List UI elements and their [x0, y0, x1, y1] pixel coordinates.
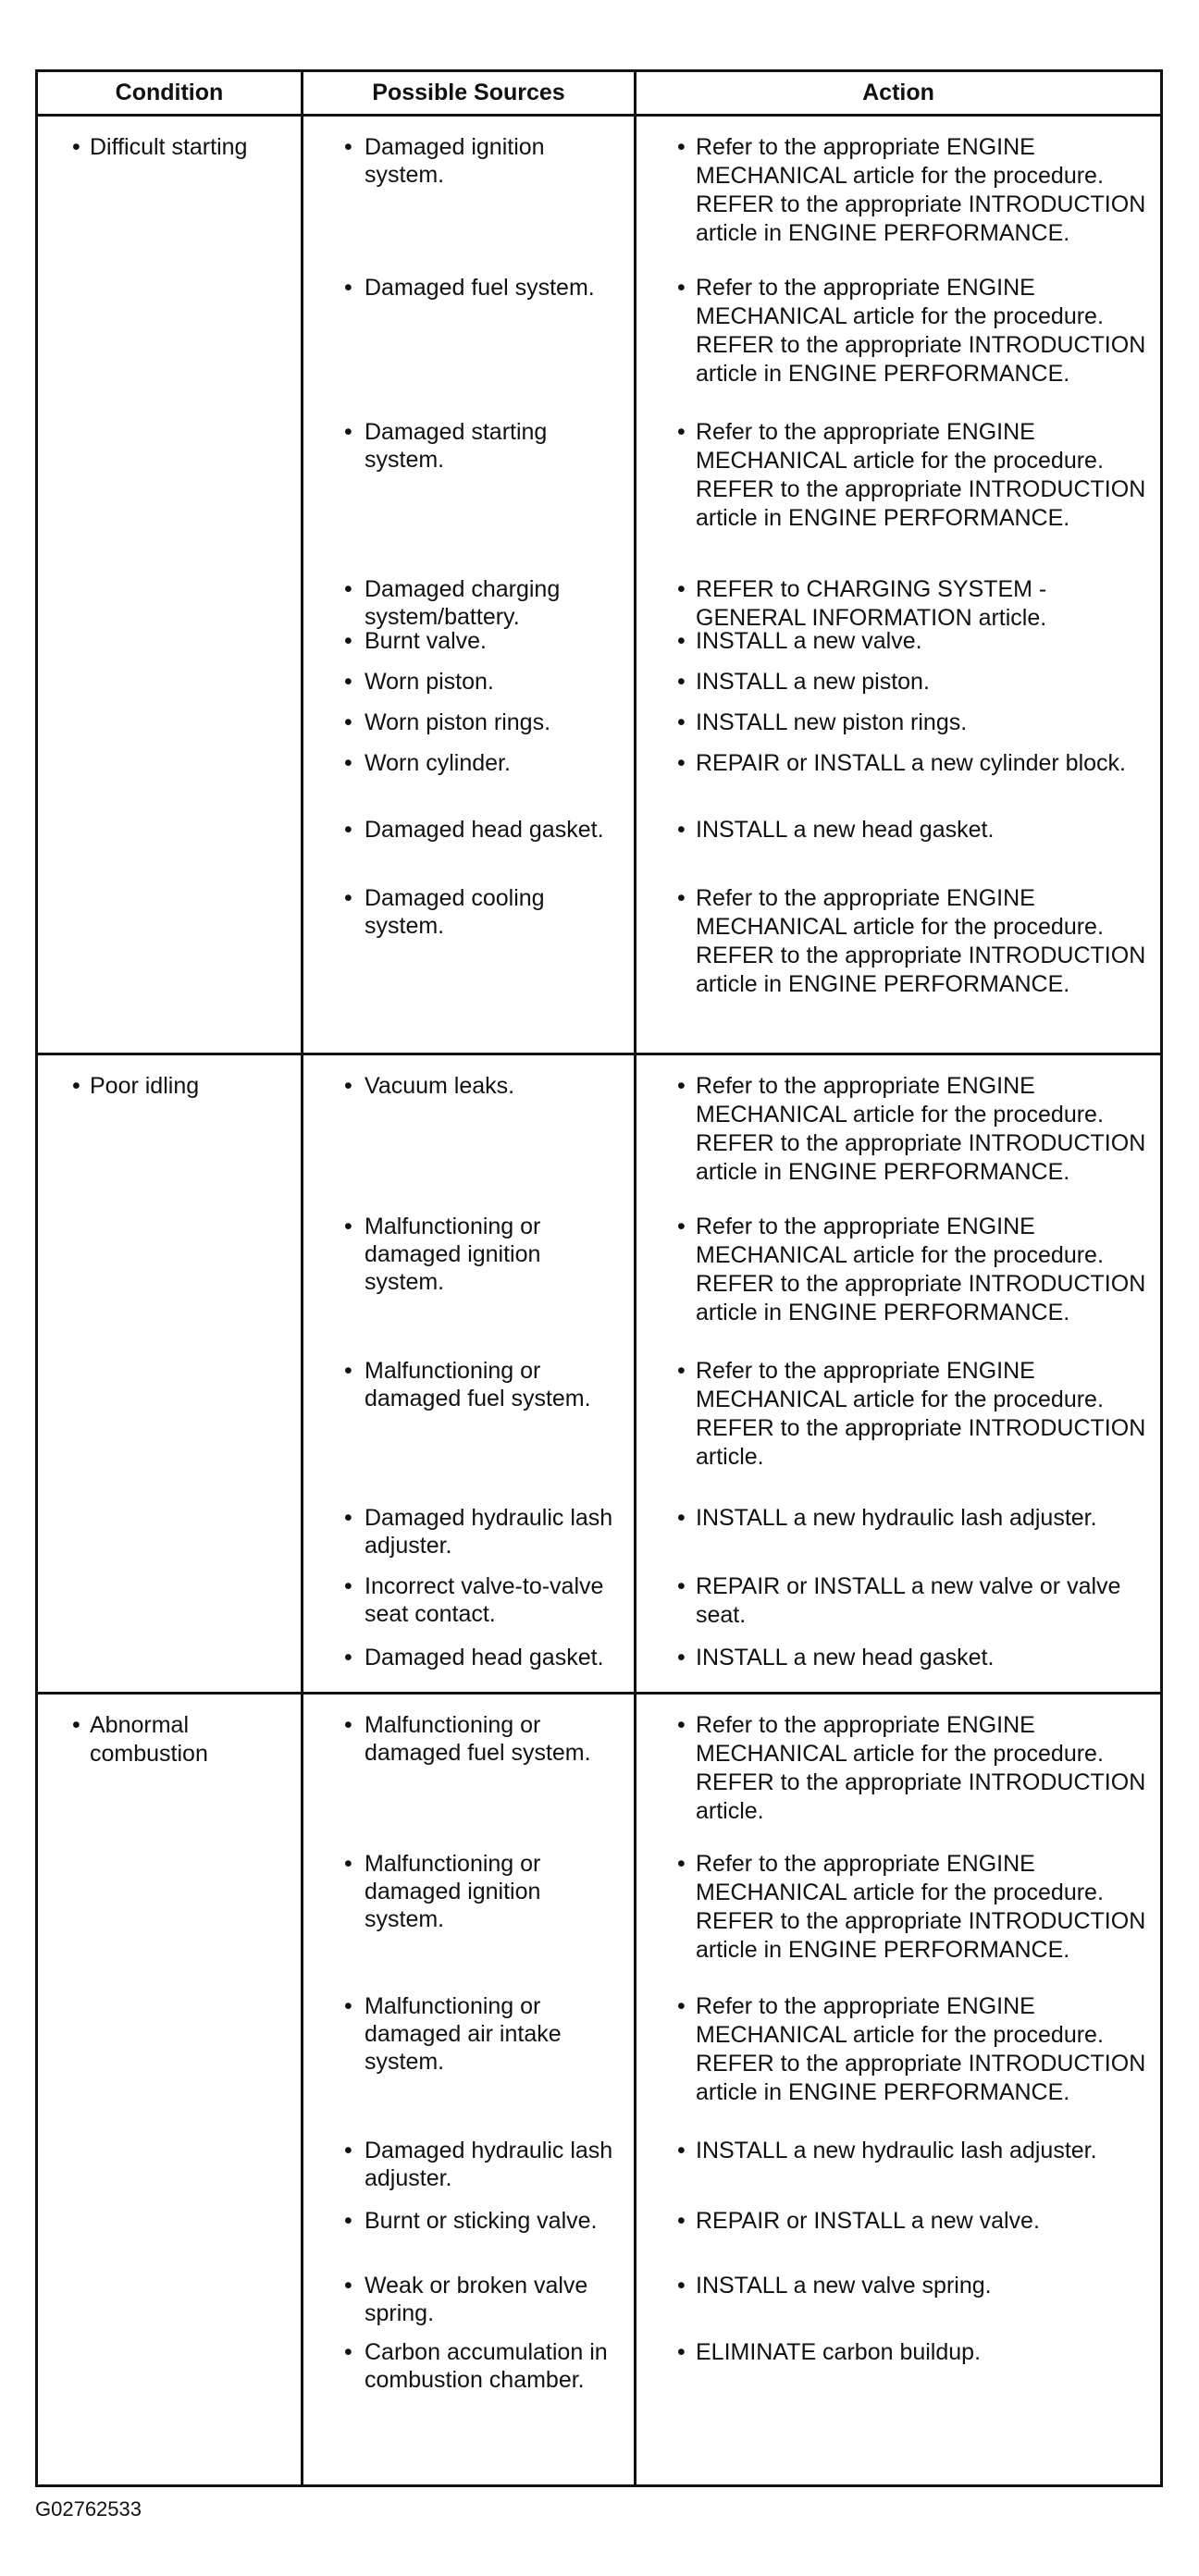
action-item: • Refer to the appropriate ENGINE MECHANICAL article for the procedure. REFER to the appropriate INTRODUCTION article in ENGINE PERFORMANCE.: [637, 1072, 1160, 1187]
possible-source-item: • Incorrect valve-to-valve seat contact.: [322, 1572, 617, 1628]
action-item: • INSTALL new piston rings.: [637, 709, 1160, 737]
possible-sources-cell: [303, 116, 636, 1054]
condition-text: • Abnormal combustion: [38, 1695, 301, 1769]
header-action: Action: [636, 71, 1162, 116]
action-item: • INSTALL a new head gasket.: [637, 816, 1160, 844]
action-item: • Refer to the appropriate ENGINE MECHANICAL article for the procedure. REFER to the appropriate INTRODUCTION article in ENGINE PERFORMANCE.: [637, 274, 1160, 388]
possible-source-item: • Damaged head gasket.: [322, 816, 617, 844]
possible-source-item: • Damaged ignition system.: [322, 133, 617, 189]
possible-source-item: • Weak or broken valve spring.: [322, 2272, 617, 2327]
possible-source-item: • Carbon accumulation in combustion chamber.: [322, 2338, 617, 2394]
possible-source-item: • Burnt or sticking valve.: [322, 2207, 617, 2235]
possible-source-item: • Worn piston rings.: [322, 709, 617, 736]
diagnosis-table: [35, 69, 1163, 2487]
action-cell: [636, 116, 1162, 1054]
possible-source-item: • Damaged hydraulic lash adjuster.: [322, 2137, 617, 2192]
action-item: • Refer to the appropriate ENGINE MECHANICAL article for the procedure. REFER to the appropriate INTRODUCTION article in ENGINE PERFORMANCE.: [637, 1850, 1160, 1965]
action-item: • Refer to the appropriate ENGINE MECHANICAL article for the procedure. REFER to the appropriate INTRODUCTION article.: [637, 1711, 1160, 1826]
condition-group: [37, 1693, 1162, 2485]
possible-sources-cell: [303, 1693, 636, 2485]
condition-group: [37, 1054, 1162, 1693]
action-item: • INSTALL a new head gasket.: [637, 1644, 1160, 1672]
possible-source-item: • Damaged fuel system.: [322, 274, 617, 302]
action-item: • Refer to the appropriate ENGINE MECHANICAL article for the procedure. REFER to the appropriate INTRODUCTION article in ENGINE PERFORMANCE.: [637, 1992, 1160, 2107]
possible-source-item: • Damaged charging system/battery.: [322, 575, 617, 631]
header-possible-sources: Possible Sources: [303, 71, 636, 116]
possible-source-item: • Damaged head gasket.: [322, 1644, 617, 1671]
action-item: • REFER to CHARGING SYSTEM - GENERAL INFORMATION article.: [637, 575, 1160, 633]
action-item: • Refer to the appropriate ENGINE MECHANICAL article for the procedure. REFER to the appropriate INTRODUCTION article.: [637, 1357, 1160, 1472]
possible-source-item: • Burnt valve.: [322, 627, 617, 655]
action-cell: [636, 1693, 1162, 2485]
action-item: • REPAIR or INSTALL a new cylinder block.: [637, 749, 1160, 778]
possible-source-item: • Malfunctioning or damaged ignition system.: [322, 1850, 617, 1933]
header-condition: Condition: [37, 71, 303, 116]
condition-cell: [37, 1693, 303, 2485]
header-row: [37, 71, 1162, 116]
possible-source-item: • Malfunctioning or damaged fuel system.: [322, 1357, 617, 1412]
action-item: • REPAIR or INSTALL a new valve or valve seat.: [637, 1572, 1160, 1630]
action-item: • ELIMINATE carbon buildup.: [637, 2338, 1160, 2367]
action-item: • INSTALL a new piston.: [637, 668, 1160, 696]
action-item: • INSTALL a new hydraulic lash adjuster.: [637, 2137, 1160, 2165]
action-item: • REPAIR or INSTALL a new valve.: [637, 2207, 1160, 2236]
possible-source-item: • Worn piston.: [322, 668, 617, 696]
possible-source-item: • Worn cylinder.: [322, 749, 617, 777]
action-item: • INSTALL a new hydraulic lash adjuster.: [637, 1504, 1160, 1533]
condition-cell: [37, 1054, 303, 1693]
possible-source-item: • Damaged hydraulic lash adjuster.: [322, 1504, 617, 1559]
condition-text: • Poor idling: [38, 1055, 301, 1101]
action-item: • INSTALL a new valve spring.: [637, 2272, 1160, 2300]
possible-sources-cell: [303, 1054, 636, 1693]
action-item: • Refer to the appropriate ENGINE MECHANICAL article for the procedure. REFER to the appropriate INTRODUCTION article in ENGINE PERFORMANCE.: [637, 133, 1160, 248]
possible-source-item: • Vacuum leaks.: [322, 1072, 617, 1100]
possible-source-item: • Damaged cooling system.: [322, 884, 617, 940]
condition-cell: [37, 116, 303, 1054]
action-item: • Refer to the appropriate ENGINE MECHANICAL article for the procedure. REFER to the appropriate INTRODUCTION article in ENGINE PERFORMANCE.: [637, 418, 1160, 533]
action-item: • INSTALL a new valve.: [637, 627, 1160, 656]
figure-code: G02762533: [35, 2497, 142, 2521]
action-item: • Refer to the appropriate ENGINE MECHANICAL article for the procedure. REFER to the appropriate INTRODUCTION article in ENGINE PERFORMANCE.: [637, 884, 1160, 999]
possible-source-item: • Malfunctioning or damaged ignition system.: [322, 1213, 617, 1296]
action-cell: [636, 1054, 1162, 1693]
possible-source-item: • Malfunctioning or damaged air intake system.: [322, 1992, 617, 2076]
condition-text: • Difficult starting: [38, 117, 301, 162]
condition-group: [37, 116, 1162, 1054]
possible-source-item: • Malfunctioning or damaged fuel system.: [322, 1711, 617, 1767]
action-item: • Refer to the appropriate ENGINE MECHANICAL article for the procedure. REFER to the appropriate INTRODUCTION article in ENGINE PERFORMANCE.: [637, 1213, 1160, 1327]
possible-source-item: • Damaged starting system.: [322, 418, 617, 474]
